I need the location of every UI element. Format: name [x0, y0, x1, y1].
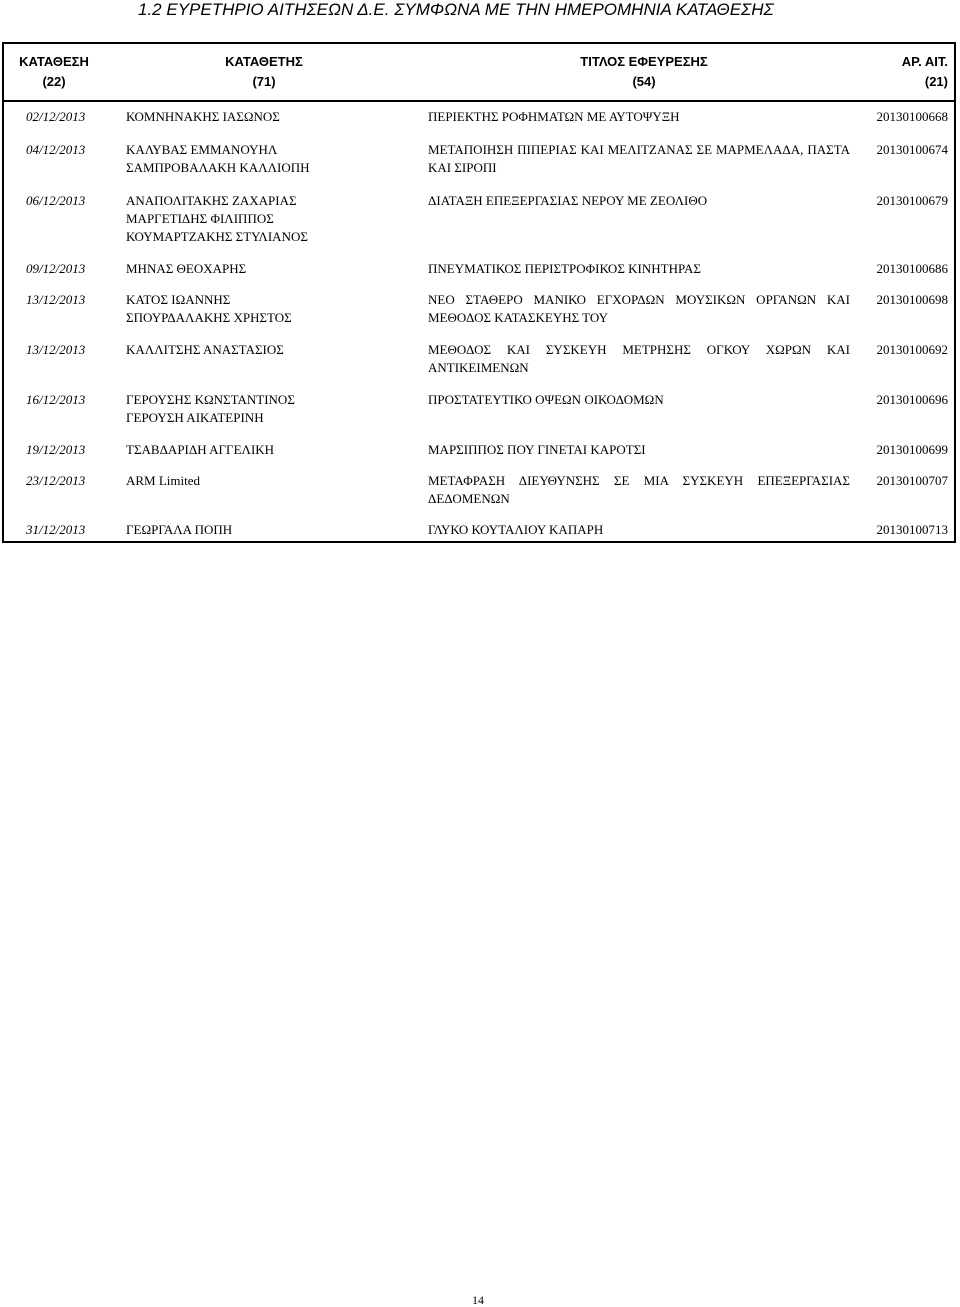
column-header-label: ΑΡ. ΑΙΤ. [901, 54, 948, 69]
applicant-name: ΚΑΤΟΣ ΙΩΑΝΝΗΣ [126, 292, 231, 307]
column-header-code: (21) [924, 74, 948, 89]
applicant-name: ΚΟΥΜΑΡΤΖΑΚΗΣ ΣΤΥΛΙΑΝΟΣ [126, 229, 308, 244]
applicant-name: ΚΑΛΥΒΑΣ ΕΜΜΑΝΟΥΗΛ [126, 142, 278, 157]
applicant-name: ΣΑΜΠΡΟΒΑΛΑΚΗ ΚΑΛΛΙΟΠΗ [126, 160, 310, 175]
applicant-name: ΜΗΝΑΣ ΘΕΟΧΑΡΗΣ [126, 261, 247, 276]
applicants [126, 441, 416, 459]
column-header-applicant [214, 52, 314, 92]
applicants [126, 260, 416, 278]
column-header-code: (71) [252, 74, 276, 89]
column-header-code: (22) [42, 74, 66, 89]
invention-title: ΜΕΘΟΔΟΣ ΚΑΙ ΣΥΣΚΕΥΗ ΜΕΤΡΗΣΗΣ ΟΓΚΟΥ ΧΩΡΩΝ ΚΑΙ ΑΝΤΙΚΕΙΜΕΝΩΝ [428, 342, 850, 375]
applicant-name: ΤΣΑΒΔΑΡΙΔΗ ΑΓΓΕΛΙΚΗ [126, 442, 275, 457]
applicants [126, 141, 416, 177]
table-header [4, 44, 954, 100]
invention-title: ΠΝΕΥΜΑΤΙΚΟΣ ΠΕΡΙΣΤΡΟΦΙΚΟΣ ΚΙΝΗΤΗΡΑΣ [428, 261, 701, 276]
applicant-name: ΜΑΡΓΕΤΙΔΗΣ ΦΙΛΙΠΠΟΣ [126, 211, 274, 226]
filing-date: 13/12/2013 [26, 292, 86, 307]
invention-title: ΓΛΥΚΟ ΚΟΥΤΑΛΙΟΥ ΚΑΠΑΡΗ [428, 522, 604, 537]
column-header-invention-title [564, 52, 724, 92]
filing-date: 04/12/2013 [26, 142, 86, 157]
applicant-name: ΓΕΡΟΥΣΗ ΑΙΚΑΤΕΡΙΝΗ [126, 410, 264, 425]
applicants [126, 291, 416, 327]
header-divider [4, 100, 954, 102]
application-number: 20130100674 [876, 142, 948, 157]
applicants [126, 108, 416, 126]
invention-title: ΜΕΤΑΠΟΙΗΣΗ ΠΙΠΕΡΙΑΣ ΚΑΙ ΜΕΛΙΤΖΑΝΑΣ ΣΕ ΜΑΡΜΕΛΑΔΑ, ΠΑΣΤΑ ΚΑΙ ΣΙΡΟΠΙ [428, 142, 850, 175]
application-number: 20130100699 [876, 442, 948, 457]
filing-date: 16/12/2013 [26, 392, 86, 407]
applicant-name: ΚΟΜΝΗΝΑΚΗΣ ΙΑΣΩΝΟΣ [126, 109, 280, 124]
application-number: 20130100707 [876, 473, 948, 488]
invention-title: ΜΑΡΣΙΠΠΟΣ ΠΟΥ ΓΙΝΕΤΑΙ ΚΑΡΟΤΣΙ [428, 442, 646, 457]
page-number: 14 [472, 1293, 484, 1307]
applications-table [2, 42, 956, 543]
invention-title: ΠΕΡΙΕΚΤΗΣ ΡΟΦΗΜΑΤΩΝ ΜΕ ΑΥΤΟΨΥΞΗ [428, 109, 680, 124]
filing-date: 23/12/2013 [26, 473, 86, 488]
applicant-name: ΓΕΡΟΥΣΗΣ ΚΩΝΣΤΑΝΤΙΝΟΣ [126, 392, 295, 407]
application-number: 20130100696 [876, 392, 948, 407]
applicants [126, 521, 416, 539]
applicants [126, 472, 416, 490]
invention-title: ΜΕΤΑΦΡΑΣΗ ΔΙΕΥΘΥΝΣΗΣ ΣΕ ΜΙΑ ΣΥΣΚΕΥΗ ΕΠΕΞΕΡΓΑΣΙΑΣ ΔΕΔΟΜΕΝΩΝ [428, 473, 850, 506]
applicant-name: ARM Limited [126, 473, 201, 488]
applicant-name: ΣΠΟΥΡΔΑΛΑΚΗΣ ΧΡΗΣΤΟΣ [126, 310, 292, 325]
column-header-application-number [878, 52, 948, 92]
applicant-name: ΓΕΩΡΓΑΛΑ ΠΟΠΗ [126, 522, 233, 537]
applicants [126, 192, 416, 246]
application-number: 20130100692 [876, 342, 948, 357]
applicants [126, 391, 416, 427]
invention-title: ΝΕΟ ΣΤΑΘΕΡΟ ΜΑΝΙΚΟ ΕΓΧΟΡΔΩΝ ΜΟΥΣΙΚΩΝ ΟΡΓΑΝΩΝ ΚΑΙ ΜΕΘΟΔΟΣ ΚΑΤΑΣΚΕΥΗΣ ΤΟΥ [428, 292, 850, 325]
filing-date: 09/12/2013 [26, 261, 86, 276]
filing-date: 31/12/2013 [26, 522, 86, 537]
column-header-filing-date [14, 52, 94, 92]
filing-date: 02/12/2013 [26, 109, 86, 124]
page-title: 1.2 ΕΥΡΕΤΗΡΙΟ ΑΙΤΗΣΕΩΝ Δ.Ε. ΣΥΜΦΩΝΑ ΜΕ ΤΗΝ ΗΜΕΡΟΜΗΝΙΑ ΚΑΤΑΘΕΣΗΣ [138, 0, 774, 19]
application-number: 20130100668 [876, 109, 948, 124]
filing-date: 06/12/2013 [26, 193, 86, 208]
applicant-name: ΑΝΑΠΟΛΙΤΑΚΗΣ ΖΑΧΑΡΙΑΣ [126, 193, 297, 208]
invention-title: ΔΙΑΤΑΞΗ ΕΠΕΞΕΡΓΑΣΙΑΣ ΝΕΡΟΥ ΜΕ ΖΕΟΛΙΘΟ [428, 193, 708, 208]
application-number: 20130100713 [876, 522, 948, 537]
application-number: 20130100679 [876, 193, 948, 208]
filing-date: 13/12/2013 [26, 342, 86, 357]
column-header-label: ΚΑΤΑΘΕΤΗΣ [225, 54, 303, 69]
applicant-name: ΚΑΛΛΙΤΣΗΣ ΑΝΑΣΤΑΣΙΟΣ [126, 342, 284, 357]
invention-title: ΠΡΟΣΤΑΤΕΥΤΙΚΟ ΟΨΕΩΝ ΟΙΚΟΔΟΜΩΝ [428, 392, 664, 407]
application-number: 20130100698 [876, 292, 948, 307]
column-header-label: ΚΑΤΑΘΕΣΗ [19, 54, 89, 69]
applicants [126, 341, 416, 359]
column-header-label: ΤΙΤΛΟΣ ΕΦΕΥΡΕΣΗΣ [580, 54, 708, 69]
application-number: 20130100686 [876, 261, 948, 276]
filing-date: 19/12/2013 [26, 442, 86, 457]
column-header-code: (54) [632, 74, 656, 89]
